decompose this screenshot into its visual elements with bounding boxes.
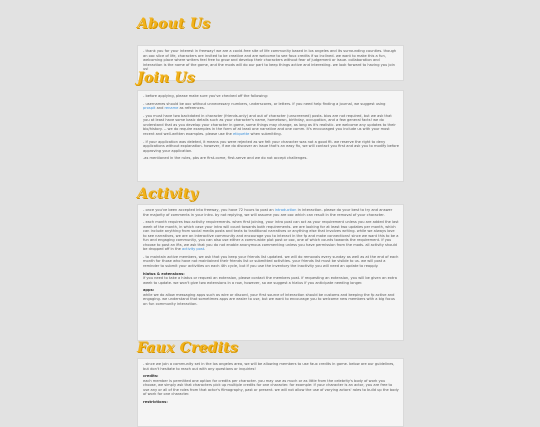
activity-requirements-text: - each month requires two activity requirements. when first joining, your intro post can act as your requirement unless you are added the last week of the month, in which case your intro will count towards both requirements. we are looking for at least two updates per month, which can include anything from social media posts and texts to traditional narratives or anything else that involves writing. while we always love to see narratives, we are an interactive community and encourage you to interact in the fp and make connections! since we want this to be a fun and engaging community, you can also use either a comm-wide plot post or ooc, one of which counts towards the requirement. if you choose to post an ifts, we ask that you do not enable anonymous commenting unless you have permission from the mods. all activity should be dropped off in the [143,220,399,252]
join-checklist-intro: - before applying, please make sure you've checked off the following: [143,94,269,98]
activity-requirements-end: . [204,247,206,252]
about-heading: About Us [137,16,211,32]
activity-requirements [143,220,399,252]
join-rejection: - if your application was deleted, it means you were rejected as we felt your character was not a good fit. we reserve the right to deny applications without explanation. however, if we do discover an issue that's an easy fix, we will contact you first and ask you to modify before approving your application. [143,139,399,153]
join-box [137,90,404,182]
join-pbs: -as mentioned in the rules, pbs are first-come, first-serve and we do not accept challenges. [143,156,308,161]
activity-hiatus [143,272,399,286]
activity-heading: Activity [137,186,198,202]
join-posts [143,114,399,137]
activity-intro [143,208,399,217]
restrictions-label: restrictions: [143,399,168,404]
join-usernames-text: - usernames should be ooc without unnecessary numbers, underscores, or letters. if you need help finding a journal, we suggest using [143,101,386,106]
activity-apps [143,288,399,306]
rename-link[interactable]: rename [164,106,179,111]
activity-box [137,204,404,341]
join-posts-text: - you must have two backdated in character (friends-only) and out of character (unscreened) posts. bios are not required, but we ask that you at least have some basic details such as your character's name, hometown, birthday, occupation, and a few general facts! we do understand that as you develop your character in game, some things may change, as long as it's realistic. we welcome any updates to their bio/history. -- we do require examples in the form of at least one narrative and one comm. it's encouraged you include us with your most recent and well-written examples. please use the [143,113,396,136]
hiatus-label: hiatus & extensions: [143,271,185,276]
join-posts-end: when submitting. [249,131,282,136]
activity-intro-end: in interaction. please do your best to try and answer the majority of comments in your intro. by not replying, we will assume you are ooc which can result in the removal of your character. [143,208,393,217]
hiatus-text: if you need to take a hiatus or request an extension, please contact the members post. if requesting an extension, you will be given an extra week to update. we won't give two extensions in a row, however, so we suggest a hiatus if you anticipate needing longer. [143,276,397,285]
faux-heading: Faux Credits [137,340,238,356]
faux-box [137,358,404,427]
join-usernames-end: as references. [178,106,205,111]
faux-intro: - since we join a community set in the los angeles area, we will be allowing members to use faux credits in game. below are our guidelines, but don't hesitate to reach out with any questions or inquiries! [143,362,395,371]
activity-section [137,186,404,341]
introduction-link[interactable]: introduction [274,208,297,212]
prospit-link[interactable]: prospit [143,106,156,111]
join-usernames-mid: and [155,106,165,111]
activity-post-link[interactable]: activity post [182,247,205,252]
credits-label: credits: [143,374,159,379]
apps-label: apps: [143,288,155,293]
about-text: - thank you for your interest in freeway! we are a covid-free site of life community based in los angeles and its surrounding counties. though an ooc slice of life, characters are invited to be creative and are welcome to see faux credits if so inclined. we want to make this a fun, welcoming place where writers feel free to grow and develop their characters without fear of judgement or issue. collaboration and interaction is the name of the game, and the mods will do our part to keep things active and interesting. we look forward to having you join us! [143,49,397,71]
join-section [137,70,404,182]
activity-removals: - to maintain active members, we ask that you keep your friends list updated. we will do removals every sunday as well as at the end of each month for those who have not maintained their friends list or submitted activities. your friends list must be visible to us. we will post a reminder to submit your activities on each 4th cycle, but if you use the inventory the inactivity you will need an update to reapply. [143,254,399,268]
faux-credits [143,374,399,397]
join-heading: Join Us [137,70,195,86]
apps-text: while we do allow messaging apps such as wire or discord, your first source of interaction should be customs and keeping the fp active and engaging. we understand that sometimes apps are easier to use, but we want to encourage you to welcome new members with a big focus on fun community interaction. [143,292,395,306]
activity-intro-text: - once you've been accepted into freeway, you have 72 hours to post an [143,208,275,212]
etiquette-link[interactable]: etiquette [232,131,250,136]
faux-section [137,340,404,427]
join-usernames [143,102,399,111]
credits-text: each member is permitted one option for credits per character. you may use as much or as little from the celebrity's body of work you choose, we simply ask that characters pick up multiple credits for one character. for example: if your character is an actor, you are free to use any or all of the roles from that actor's filmography, past or present. we will not allow the use of varying actors' roles to build up the body of work for one character. [143,378,399,397]
faux-restrictions [143,400,399,405]
